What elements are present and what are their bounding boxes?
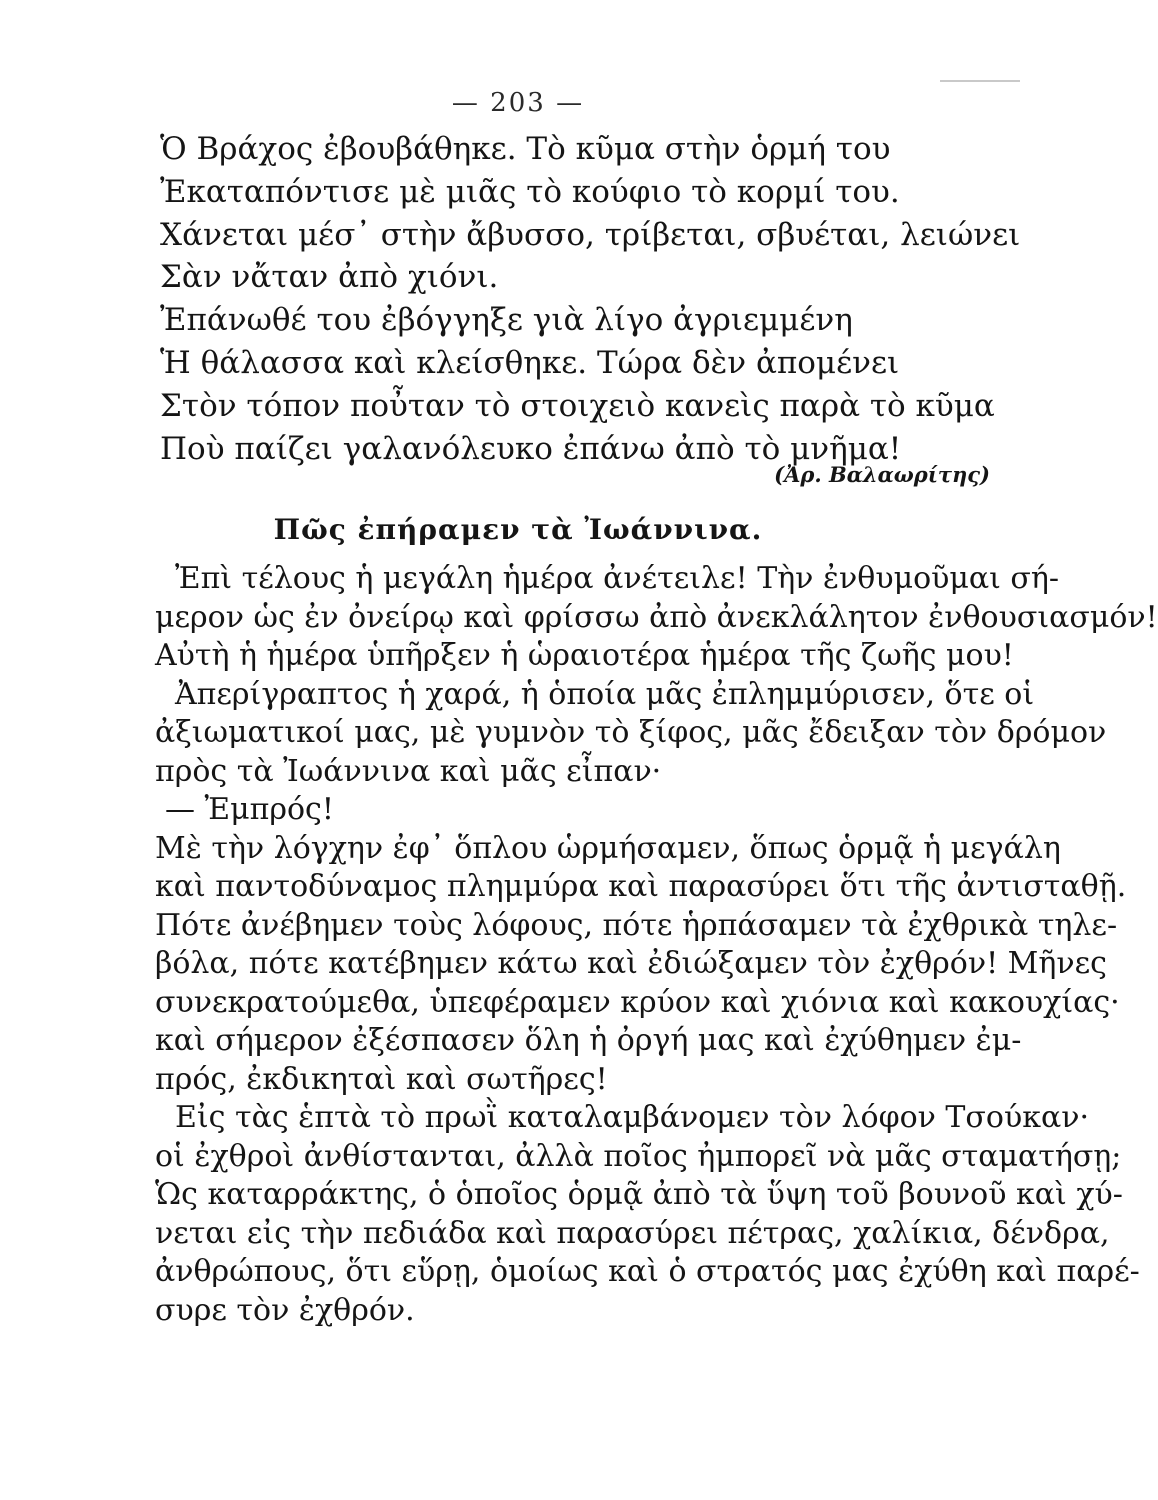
poem-line: Σὰν νἄταν ἀπὸ χιόνι. bbox=[160, 259, 499, 296]
poem-line: Ποὺ παίζει γαλανόλευκο ἐπάνω ἀπὸ τὸ μνῆμα! bbox=[160, 430, 902, 467]
poem-line: Ἐκαταπόντισε μὲ μιᾶς τὸ κούφιο τὸ κορμί του. bbox=[160, 173, 900, 210]
prose-line: Πότε ἀνέβημεν τοὺς λόφους, πότε ἡρπάσαμεν τὰ ἐχθρικὰ τηλε- bbox=[155, 907, 1118, 943]
prose-line: βόλα, πότε κατέβημεν κάτω καὶ ἐδιώξαμεν τὸν ἐχθρόν! Μῆνες bbox=[155, 946, 1107, 981]
prose-line: Εἰς τὰς ἑπτὰ τὸ πρωῒ καταλαμβάνομεν τὸν λόφον Τσούκαν· bbox=[175, 1100, 1089, 1135]
prose-line: οἱ ἐχθροὶ ἀνθίστανται, ἀλλὰ ποῖος ἠμπορεῖ νὰ μᾶς σταματήσῃ; bbox=[155, 1138, 1122, 1174]
poem-line: Στὸν τόπον ποὖταν τὸ στοιχειὸ κανεὶς παρὰ τὸ κῦμα bbox=[160, 387, 995, 424]
poem-line: Ὁ Βράχος ἐβουβάθηκε. Τὸ κῦμα στὴν ὁρμή του bbox=[160, 131, 891, 167]
prose-line: καὶ παντοδύναμος πλημμύρα καὶ παρασύρει ὅτι τῆς ἀντισταθῇ. bbox=[155, 869, 1127, 904]
prose-line: Ἀπερίγραπτος ἡ χαρά, ἡ ὁποία μᾶς ἐπλημμύρισεν, ὅτε οἱ bbox=[175, 676, 1035, 712]
poem-line: Χάνεται μέσ᾿ στὴν ἄβυσσο, τρίβεται, σβυέται, λειώνει bbox=[160, 216, 1021, 253]
section-title: Πῶς ἐπήραμεν τὰ Ἰωάννινα. bbox=[273, 513, 763, 546]
prose-line: Ὡς καταρράκτης, ὁ ὁποῖος ὁρμᾷ ἀπὸ τὰ ὕψη τοῦ βουνοῦ καὶ χύ- bbox=[155, 1177, 1123, 1212]
poem-line: Ἐπάνωθέ του ἐβόγγηξε γιὰ λίγο ἀγριεμμένη bbox=[160, 302, 853, 339]
prose-line: ἀνθρώπους, ὅτι εὕρῃ, ὁμοίως καὶ ὁ στρατός μας ἐχύθη καὶ παρέ- bbox=[155, 1254, 1140, 1289]
prose-line: νεται εἰς τὴν πεδιάδα καὶ παρασύρει πέτρας, χαλίκια, δένδρα, bbox=[155, 1215, 1110, 1251]
prose-line: πρός, ἐκδικηταὶ καὶ σωτῆρες! bbox=[155, 1061, 608, 1097]
poem-line: Ἡ θάλασσα καὶ κλείσθηκε. Τώρα δὲν ἀπομένει bbox=[160, 344, 900, 381]
poem bbox=[160, 128, 1021, 470]
prose-line: Αὐτὴ ἡ ἡμέρα ὑπῆρξεν ἡ ὡραιοτέρα ἡμέρα τῆς ζωῆς μου! bbox=[155, 638, 1014, 673]
prose-line: καὶ σήμερον ἐξέσπασεν ὅλη ἡ ὀργή μας καὶ ἐχύθημεν ἐμ- bbox=[155, 1023, 1022, 1058]
page-number: — 203 — bbox=[451, 88, 585, 118]
prose-line: Μὲ τὴν λόγχην ἐφ᾿ ὅπλου ὡρμήσαμεν, ὅπως ὁρμᾷ ἡ μεγάλη bbox=[155, 830, 1061, 866]
prose-line: συνεκρατούμεθα, ὑπεφέραμεν κρύον καὶ χιόνια καὶ κακουχίας· bbox=[155, 984, 1120, 1020]
prose-line: μερον ὡς ἐν ὀνείρῳ καὶ φρίσσω ἀπὸ ἀνεκλάλητον ἐνθουσιασμόν! bbox=[155, 599, 1158, 635]
prose-line: πρὸς τὰ Ἰωάννινα καὶ μᾶς εἶπαν· bbox=[155, 753, 662, 789]
poem-attribution: (Ἀρ. Βαλαωρίτης) bbox=[774, 462, 990, 487]
prose-line: Ἐπὶ τέλους ἡ μεγάλη ἡμέρα ἀνέτειλε! Τὴν ἐνθυμοῦμαι σή- bbox=[175, 561, 1060, 596]
prose-body bbox=[155, 560, 1158, 1330]
margin-mark bbox=[940, 80, 1020, 82]
prose-line: ἀξιωματικοί μας, μὲ γυμνὸν τὸ ξίφος, μᾶς ἔδειξαν τὸν δρόμον bbox=[155, 715, 1107, 750]
prose-line: — Ἐμπρός! bbox=[165, 792, 334, 827]
prose-line: συρε τὸν ἐχθρόν. bbox=[155, 1292, 415, 1328]
